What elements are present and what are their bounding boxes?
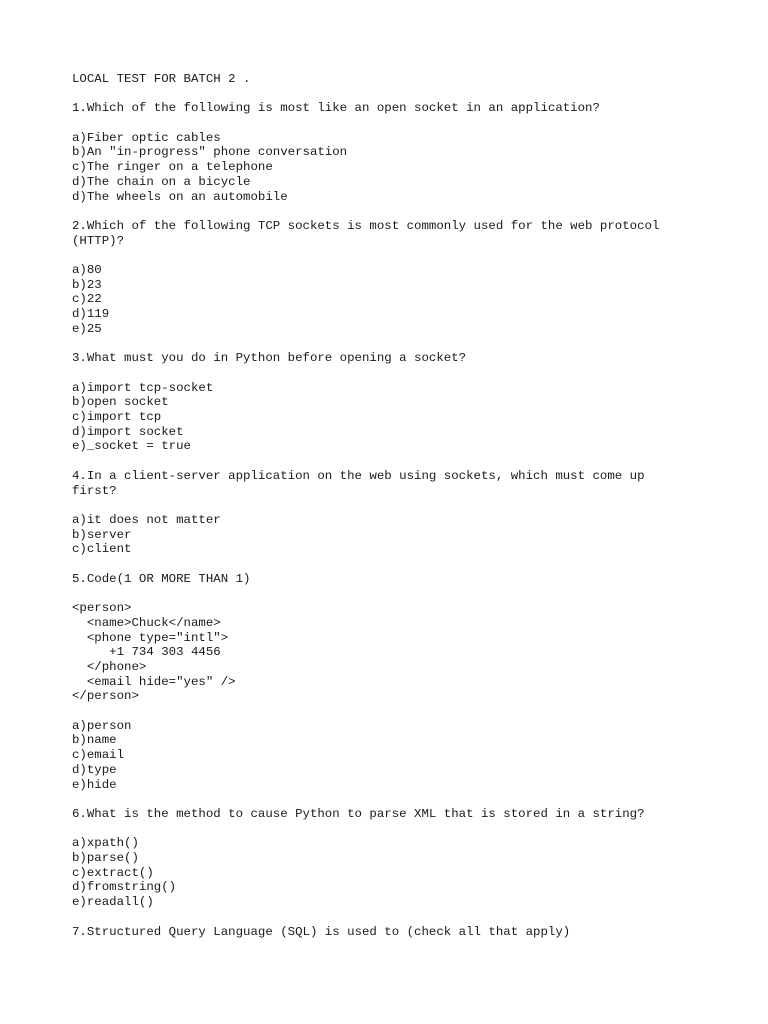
- question-2-option: a)80: [72, 263, 102, 278]
- question-6-option: d)fromstring(): [72, 880, 177, 895]
- question-4-option: b)server: [72, 527, 132, 542]
- code-line: <person>: [72, 601, 132, 616]
- document-title: LOCAL TEST FOR BATCH 2 .: [72, 72, 251, 86]
- code-line: +1 734 303 4456: [72, 645, 221, 660]
- question-3-text: 3.What must you do in Python before opening a socket?: [72, 351, 467, 366]
- question-4-text-continued: first?: [72, 483, 117, 498]
- question-3-option: d)import socket: [72, 424, 184, 439]
- document-page: [72, 72, 712, 939]
- question-5-option: a)person: [72, 718, 132, 733]
- question-3-option: a)import tcp-socket: [72, 380, 214, 395]
- question-2-option: c)22: [72, 292, 102, 307]
- question-1-option: c)The ringer on a telephone: [72, 160, 273, 175]
- question-6-option: e)readall(): [72, 895, 154, 910]
- question-1-option: d)The chain on a bicycle: [72, 174, 251, 189]
- code-line: <email hide="yes" />: [72, 674, 236, 689]
- code-line: </person>: [72, 689, 139, 704]
- question-4-option: c)client: [72, 542, 132, 557]
- code-line: </phone>: [72, 659, 147, 674]
- question-6-text: 6.What is the method to cause Python to parse XML that is stored in a string?: [72, 806, 645, 821]
- question-6-option: b)parse(): [72, 851, 139, 866]
- question-5-option: e)hide: [72, 777, 117, 792]
- question-1-option: a)Fiber optic cables: [72, 130, 221, 145]
- question-2-text-continued: (HTTP)?: [72, 233, 125, 248]
- question-4-text: 4.In a client-server application on the web using sockets, which must come up: [72, 468, 645, 483]
- question-2-option: d)119: [72, 307, 110, 322]
- question-3-option: c)import tcp: [72, 410, 162, 425]
- question-3-option: e)_socket = true: [72, 439, 191, 454]
- question-2-option: e)25: [72, 321, 102, 336]
- question-5-text: 5.Code(1 OR MORE THAN 1): [72, 571, 251, 586]
- code-line: <phone type="intl">: [72, 630, 229, 645]
- question-4-option: a)it does not matter: [72, 512, 221, 527]
- question-1-text: 1.Which of the following is most like an open socket in an application?: [72, 101, 600, 116]
- question-3-option: b)open socket: [72, 395, 169, 410]
- question-5-option: d)type: [72, 762, 117, 777]
- question-2-text: 2.Which of the following TCP sockets is most commonly used for the web protocol: [72, 218, 660, 233]
- question-5-option: c)email: [72, 748, 125, 763]
- question-5-option: b)name: [72, 733, 117, 748]
- question-2-option: b)23: [72, 277, 102, 292]
- question-6-option: c)extract(): [72, 865, 154, 880]
- question-1-option: b)An "in-progress" phone conversation: [72, 145, 348, 160]
- question-7-text: 7.Structured Query Language (SQL) is used to (check all that apply): [72, 924, 571, 939]
- code-line: <name>Chuck</name>: [72, 615, 221, 630]
- question-6-option: a)xpath(): [72, 836, 139, 851]
- question-1-option: d)The wheels on an automobile: [72, 189, 288, 204]
